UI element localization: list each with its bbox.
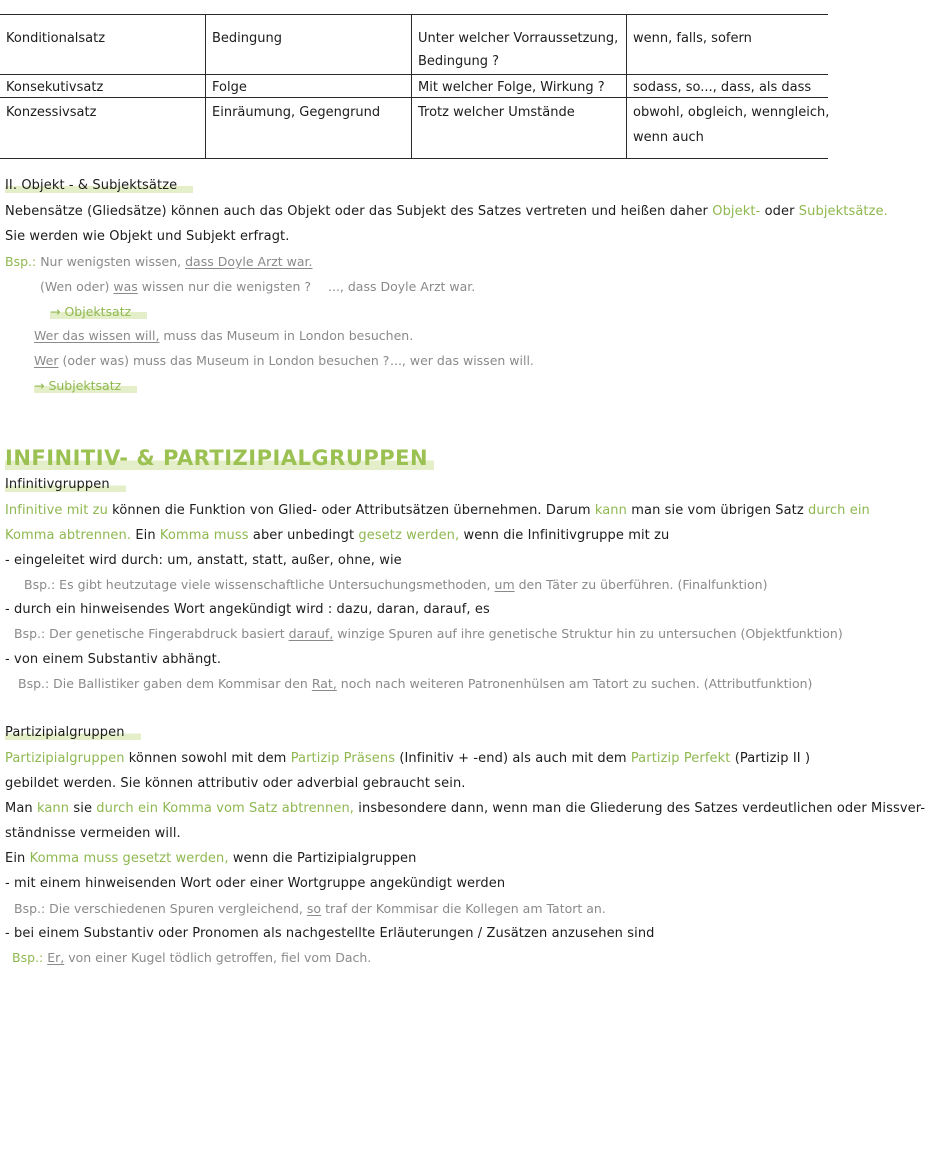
keyword: Komma muss gesetzt werden, bbox=[29, 851, 229, 866]
text: man sie vom übrigen Satz bbox=[631, 503, 804, 518]
table-cell: sodass, so..., dass, als dass bbox=[633, 80, 812, 95]
table-line bbox=[0, 158, 828, 159]
table-cell: Konditionalsatz bbox=[6, 31, 106, 46]
example-line bbox=[5, 254, 313, 269]
paragraph: gebildet werden. Sie können attributiv oder adverbial gebraucht sein. bbox=[5, 776, 466, 791]
keyword: Komma abtrennen. bbox=[5, 528, 132, 543]
example-text: Bsp.: Die Ballistiker gaben dem Kommisar den bbox=[18, 676, 308, 691]
example-line bbox=[12, 950, 371, 965]
example-text: von einer Kugel tödlich getroffen, fiel vom Dach. bbox=[68, 950, 372, 965]
keyword: kann bbox=[594, 503, 627, 518]
example-text: Bsp.: Es gibt heutzutage viele wissenschaftliche Untersuchungsmethoden, bbox=[24, 577, 491, 592]
table-line bbox=[0, 74, 828, 75]
example-text: muss das Museum in London besuchen. bbox=[163, 328, 414, 343]
example-text: so bbox=[306, 901, 322, 916]
keyword: kann bbox=[36, 801, 70, 816]
table-cell: Konzessivsatz bbox=[6, 105, 97, 120]
text: wenn die Infinitivgruppe mit zu bbox=[463, 528, 670, 543]
keyword: Partizip Präsens bbox=[290, 751, 396, 766]
heading-text: Infinitivgruppen bbox=[5, 477, 126, 492]
table-cell: wenn, falls, sofern bbox=[633, 31, 752, 46]
example-line bbox=[14, 901, 606, 916]
text: sie bbox=[73, 801, 93, 816]
example-line bbox=[34, 328, 413, 343]
table-cell: obwohl, obgleich, wenngleich, bbox=[633, 105, 830, 120]
example-text: noch nach weiteren Patronenhülsen am Tatort zu suchen. (Attributfunktion) bbox=[340, 676, 813, 691]
example-text: Bsp.: Die verschiedenen Spuren vergleichend, bbox=[14, 901, 303, 916]
paragraph bbox=[5, 528, 669, 543]
arrow-text: → Objektsatz bbox=[50, 304, 147, 319]
text: können sowohl mit dem bbox=[128, 751, 287, 766]
example-text: Bsp.: Der genetische Fingerabdruck basiert bbox=[14, 626, 285, 641]
bullet-item: - von einem Substantiv abhängt. bbox=[5, 652, 222, 667]
table-cell: Unter welcher Vorraussetzung, bbox=[418, 31, 619, 46]
text: aber unbedingt bbox=[252, 528, 355, 543]
heading-text: II. Objekt - & Subjektsätze bbox=[5, 178, 193, 193]
table-cell: Konsekutivsatz bbox=[6, 80, 104, 95]
example-text: Nur wenigsten wissen, bbox=[40, 254, 182, 269]
table-line bbox=[0, 14, 828, 15]
example-text: um bbox=[494, 577, 515, 592]
example-text: Wer das wissen will, bbox=[34, 328, 160, 343]
example-line: ..., dass Doyle Arzt war. bbox=[328, 279, 476, 294]
subsection-heading bbox=[5, 477, 126, 492]
keyword: Partizip Perfekt bbox=[630, 751, 731, 766]
table-line bbox=[411, 14, 412, 158]
arrow-note bbox=[34, 378, 137, 393]
paragraph bbox=[5, 503, 870, 518]
example-line bbox=[24, 577, 767, 592]
example-line bbox=[34, 353, 389, 368]
example-text: (Wen oder) bbox=[40, 279, 110, 294]
keyword: durch ein Komma vom Satz abtrennen, bbox=[96, 801, 355, 816]
heading-text: Partizipialgruppen bbox=[5, 725, 141, 740]
text: Man bbox=[5, 801, 33, 816]
example-label: Bsp.: bbox=[5, 254, 37, 269]
section-heading bbox=[5, 178, 193, 193]
text: (Partizip II ) bbox=[734, 751, 811, 766]
example-line bbox=[40, 279, 311, 294]
text: oder bbox=[764, 204, 795, 219]
table-line bbox=[626, 14, 627, 158]
paragraph bbox=[5, 801, 925, 816]
table-line bbox=[205, 14, 206, 158]
example-text: darauf, bbox=[288, 626, 334, 641]
table-cell: Bedingung ? bbox=[418, 54, 500, 69]
keyword: Komma muss bbox=[159, 528, 249, 543]
example-text: traf der Kommisar die Kollegen am Tatort an. bbox=[325, 901, 606, 916]
bullet-item: - mit einem hinweisenden Wort oder einer Wortgruppe angekündigt werden bbox=[5, 876, 506, 891]
example-text: (oder was) muss das Museum in London besuchen ? bbox=[62, 353, 390, 368]
table-cell: Einräumung, Gegengrund bbox=[212, 105, 381, 120]
paragraph: Sie werden wie Objekt und Subjekt erfragt. bbox=[5, 229, 290, 244]
table-cell: Mit welcher Folge, Wirkung ? bbox=[418, 80, 605, 95]
text: wenn die Partizipialgruppen bbox=[232, 851, 417, 866]
section-title bbox=[5, 446, 434, 470]
example-line bbox=[14, 626, 843, 641]
arrow-text: → Subjektsatz bbox=[34, 378, 137, 393]
paragraph: ständnisse vermeiden will. bbox=[5, 826, 181, 841]
example-text: Wer bbox=[34, 353, 59, 368]
example-line: ..., wer das wissen will. bbox=[390, 353, 534, 368]
example-text: winzige Spuren auf ihre genetische Struktur hin zu untersuchen (Objektfunktion) bbox=[337, 626, 843, 641]
example-text: den Täter zu überführen. (Finalfunktion) bbox=[518, 577, 768, 592]
example-line bbox=[18, 676, 812, 691]
keyword: Objekt- bbox=[712, 204, 761, 219]
subsection-heading bbox=[5, 725, 141, 740]
title-text: INFINITIV- & PARTIZIPIALGRUPPEN bbox=[5, 446, 434, 470]
bullet-item: - eingeleitet wird durch: um, anstatt, statt, außer, ohne, wie bbox=[5, 553, 402, 568]
table-line bbox=[0, 97, 828, 98]
example-text: was bbox=[113, 279, 138, 294]
example-text: Rat, bbox=[311, 676, 337, 691]
table-cell: Folge bbox=[212, 80, 247, 95]
bullet-item: - bei einem Substantiv oder Pronomen als nachgestellte Erläuterungen / Zusätzen anzusehen sind bbox=[5, 926, 655, 941]
example-label: Bsp.: bbox=[12, 950, 44, 965]
example-text: Er, bbox=[47, 950, 65, 965]
keyword: Partizipialgruppen bbox=[5, 751, 125, 766]
bullet-item: - durch ein hinweisendes Wort angekündigt wird : dazu, daran, darauf, es bbox=[5, 602, 490, 617]
arrow-note bbox=[50, 304, 147, 319]
table-cell: Trotz welcher Umstände bbox=[418, 105, 575, 120]
keyword: Subjektsätze. bbox=[798, 204, 888, 219]
text: Ein bbox=[5, 851, 26, 866]
text: insbesondere dann, wenn man die Gliederung des Satzes verdeutlichen oder Missver- bbox=[358, 801, 925, 816]
keyword: Infinitive mit zu bbox=[5, 503, 108, 518]
keyword: durch ein bbox=[808, 503, 870, 518]
paragraph bbox=[5, 751, 810, 766]
text: Nebensätze (Gliedsätze) können auch das Objekt oder das Subjekt des Satzes vertreten und heißen daher bbox=[5, 204, 708, 219]
table-cell: Bedingung bbox=[212, 31, 283, 46]
example-text: wissen nur die wenigsten ? bbox=[141, 279, 311, 294]
text: können die Funktion von Glied- oder Attributsätzen übernehmen. Darum bbox=[112, 503, 591, 518]
text: Ein bbox=[135, 528, 156, 543]
table-cell: wenn auch bbox=[633, 130, 704, 145]
paragraph bbox=[5, 851, 417, 866]
example-text: dass Doyle Arzt war. bbox=[185, 254, 313, 269]
paragraph bbox=[5, 204, 888, 219]
text: (Infinitiv + -end) als auch mit dem bbox=[399, 751, 627, 766]
keyword: gesetz werden, bbox=[358, 528, 460, 543]
